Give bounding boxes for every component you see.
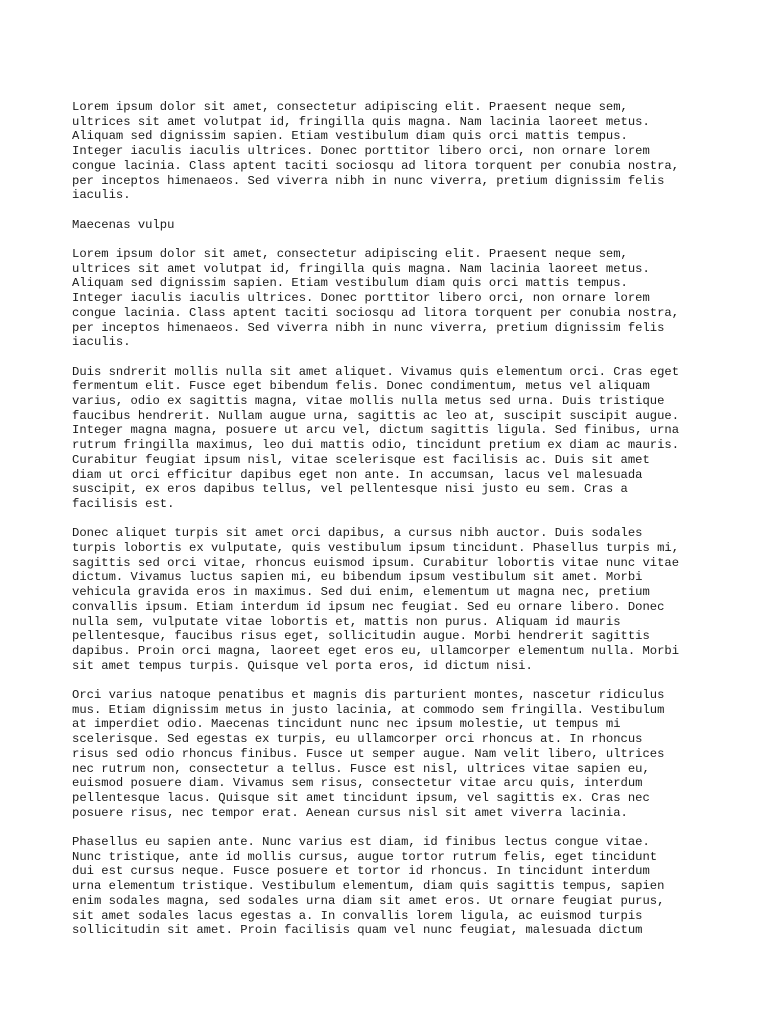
document-page	[72, 100, 702, 953]
paragraph-2: Lorem ipsum dolor sit amet, consectetur adipiscing elit. Praesent neque sem, ultrices sit amet volutpat id, fringilla quis magna. Nam lacinia laoreet metus. Aliquam sed dignissim sapien. Etiam vestibulum diam quis orci mattis tempus. Integer iaculis iaculis ultrices. Donec porttitor libero orci, non ornare lorem congue lacinia. Class aptent taciti sociosqu ad litora torquent per conubia nostra, per inceptos himenaeos. Sed viverra nibh in nunc viverra, pretium dignissim felis iaculis.	[72, 247, 680, 350]
paragraph-5: Orci varius natoque penatibus et magnis dis parturient montes, nascetur ridiculus mus. Etiam dignissim metus in justo lacinia, at commodo sem fringilla. Vestibulum at imperdiet odio. Maecenas tincidunt nunc nec ipsum molestie, ut tempus mi scelerisque. Sed egestas ex turpis, eu ullamcorper orci rhoncus at. In rhoncus risus sed odio rhoncus finibus. Fusce ut semper augue. Nam velit libero, ultrices nec rutrum non, consectetur a tellus. Fusce est nisl, ultrices vitae sapien eu, euismod posuere diam. Vivamus sem risus, consectetur vitae arcu quis, interdum pellentesque lacus. Quisque sit amet tincidunt ipsum, vel sagittis ex. Cras nec posuere risus, nec tempor erat. Aenean cursus nisl sit amet viverra lacinia.	[72, 688, 665, 820]
paragraph-4: Donec aliquet turpis sit amet orci dapibus, a cursus nibh auctor. Duis sodales turpis lobortis ex vulputate, quis vestibulum ipsum tincidunt. Phasellus turpis mi, sagittis sed orci vitae, rhoncus euismod ipsum. Curabitur lobortis vitae nunc vitae dictum. Vivamus luctus sapien mi, eu bibendum ipsum vestibulum sit amet. Morbi vehicula gravida eros in maximus. Sed dui enim, elementum ut magna nec, pretium convallis ipsum. Etiam interdum id ipsum nec feugiat. Sed eu ornare libero. Donec nulla sem, vulputate vitae lobortis et, mattis non purus. Aliquam id mauris pellentesque, faucibus risus eget, sollicitudin augue. Morbi hendrerit sagittis dapibus. Proin orci magna, laoreet eget eros eu, ullamcorper elementum nulla. Morbi sit amet tempus turpis. Quisque vel porta eros, id dictum nisi.	[72, 526, 680, 673]
paragraph-1: Lorem ipsum dolor sit amet, consectetur adipiscing elit. Praesent neque sem, ultrices sit amet volutpat id, fringilla quis magna. Nam lacinia laoreet metus. Aliquam sed dignissim sapien. Etiam vestibulum diam quis orci mattis tempus. Integer iaculis iaculis ultrices. Donec porttitor libero orci, non ornare lorem congue lacinia. Class aptent taciti sociosqu ad litora torquent per conubia nostra, per inceptos himenaeos. Sed viverra nibh in nunc viverra, pretium dignissim felis iaculis.	[72, 100, 680, 203]
section-heading: Maecenas vulpu	[72, 217, 175, 232]
paragraph-3: Duis sndrerit mollis nulla sit amet aliquet. Vivamus quis elementum orci. Cras eget fermentum elit. Fusce eget bibendum felis. Donec condimentum, metus vel aliquam varius, odio ex sagittis magna, vitae mollis nulla metus sed urna. Duis tristique faucibus hendrerit. Nullam augue urna, sagittis ac leo at, suscipit suscipit augue. Integer magna magna, posuere ut arcu vel, dictum sagittis ligula. Sed finibus, urna rutrum fringilla maximus, leo dui mattis odio, tincidunt pretium ex diam ac mauris. Curabitur feugiat ipsum nisl, vitae scelerisque est facilisis ac. Duis sit amet diam ut orci efficitur dapibus eget non ante. In accumsan, lacus vel malesuada suscipit, ex eros dapibus tellus, vel pellentesque nisi justo eu sem. Cras a facilisis est.	[72, 364, 680, 511]
paragraph-6: Phasellus eu sapien ante. Nunc varius est diam, id finibus lectus congue vitae. Nunc tristique, ante id mollis cursus, augue tortor rutrum felis, eget tincidunt dui est cursus neque. Fusce posuere et tortor id rhoncus. In tincidunt interdum urna elementum tristique. Vestibulum elementum, diam quis sagittis tempus, sapien enim sodales magna, sed sodales urna diam sit amet eros. Ut ornare feugiat purus, sit amet sodales lacus egestas a. In convallis lorem ligula, ac euismod turpis sollicitudin sit amet. Proin facilisis quam vel nunc feugiat, malesuada dictum	[72, 835, 665, 938]
